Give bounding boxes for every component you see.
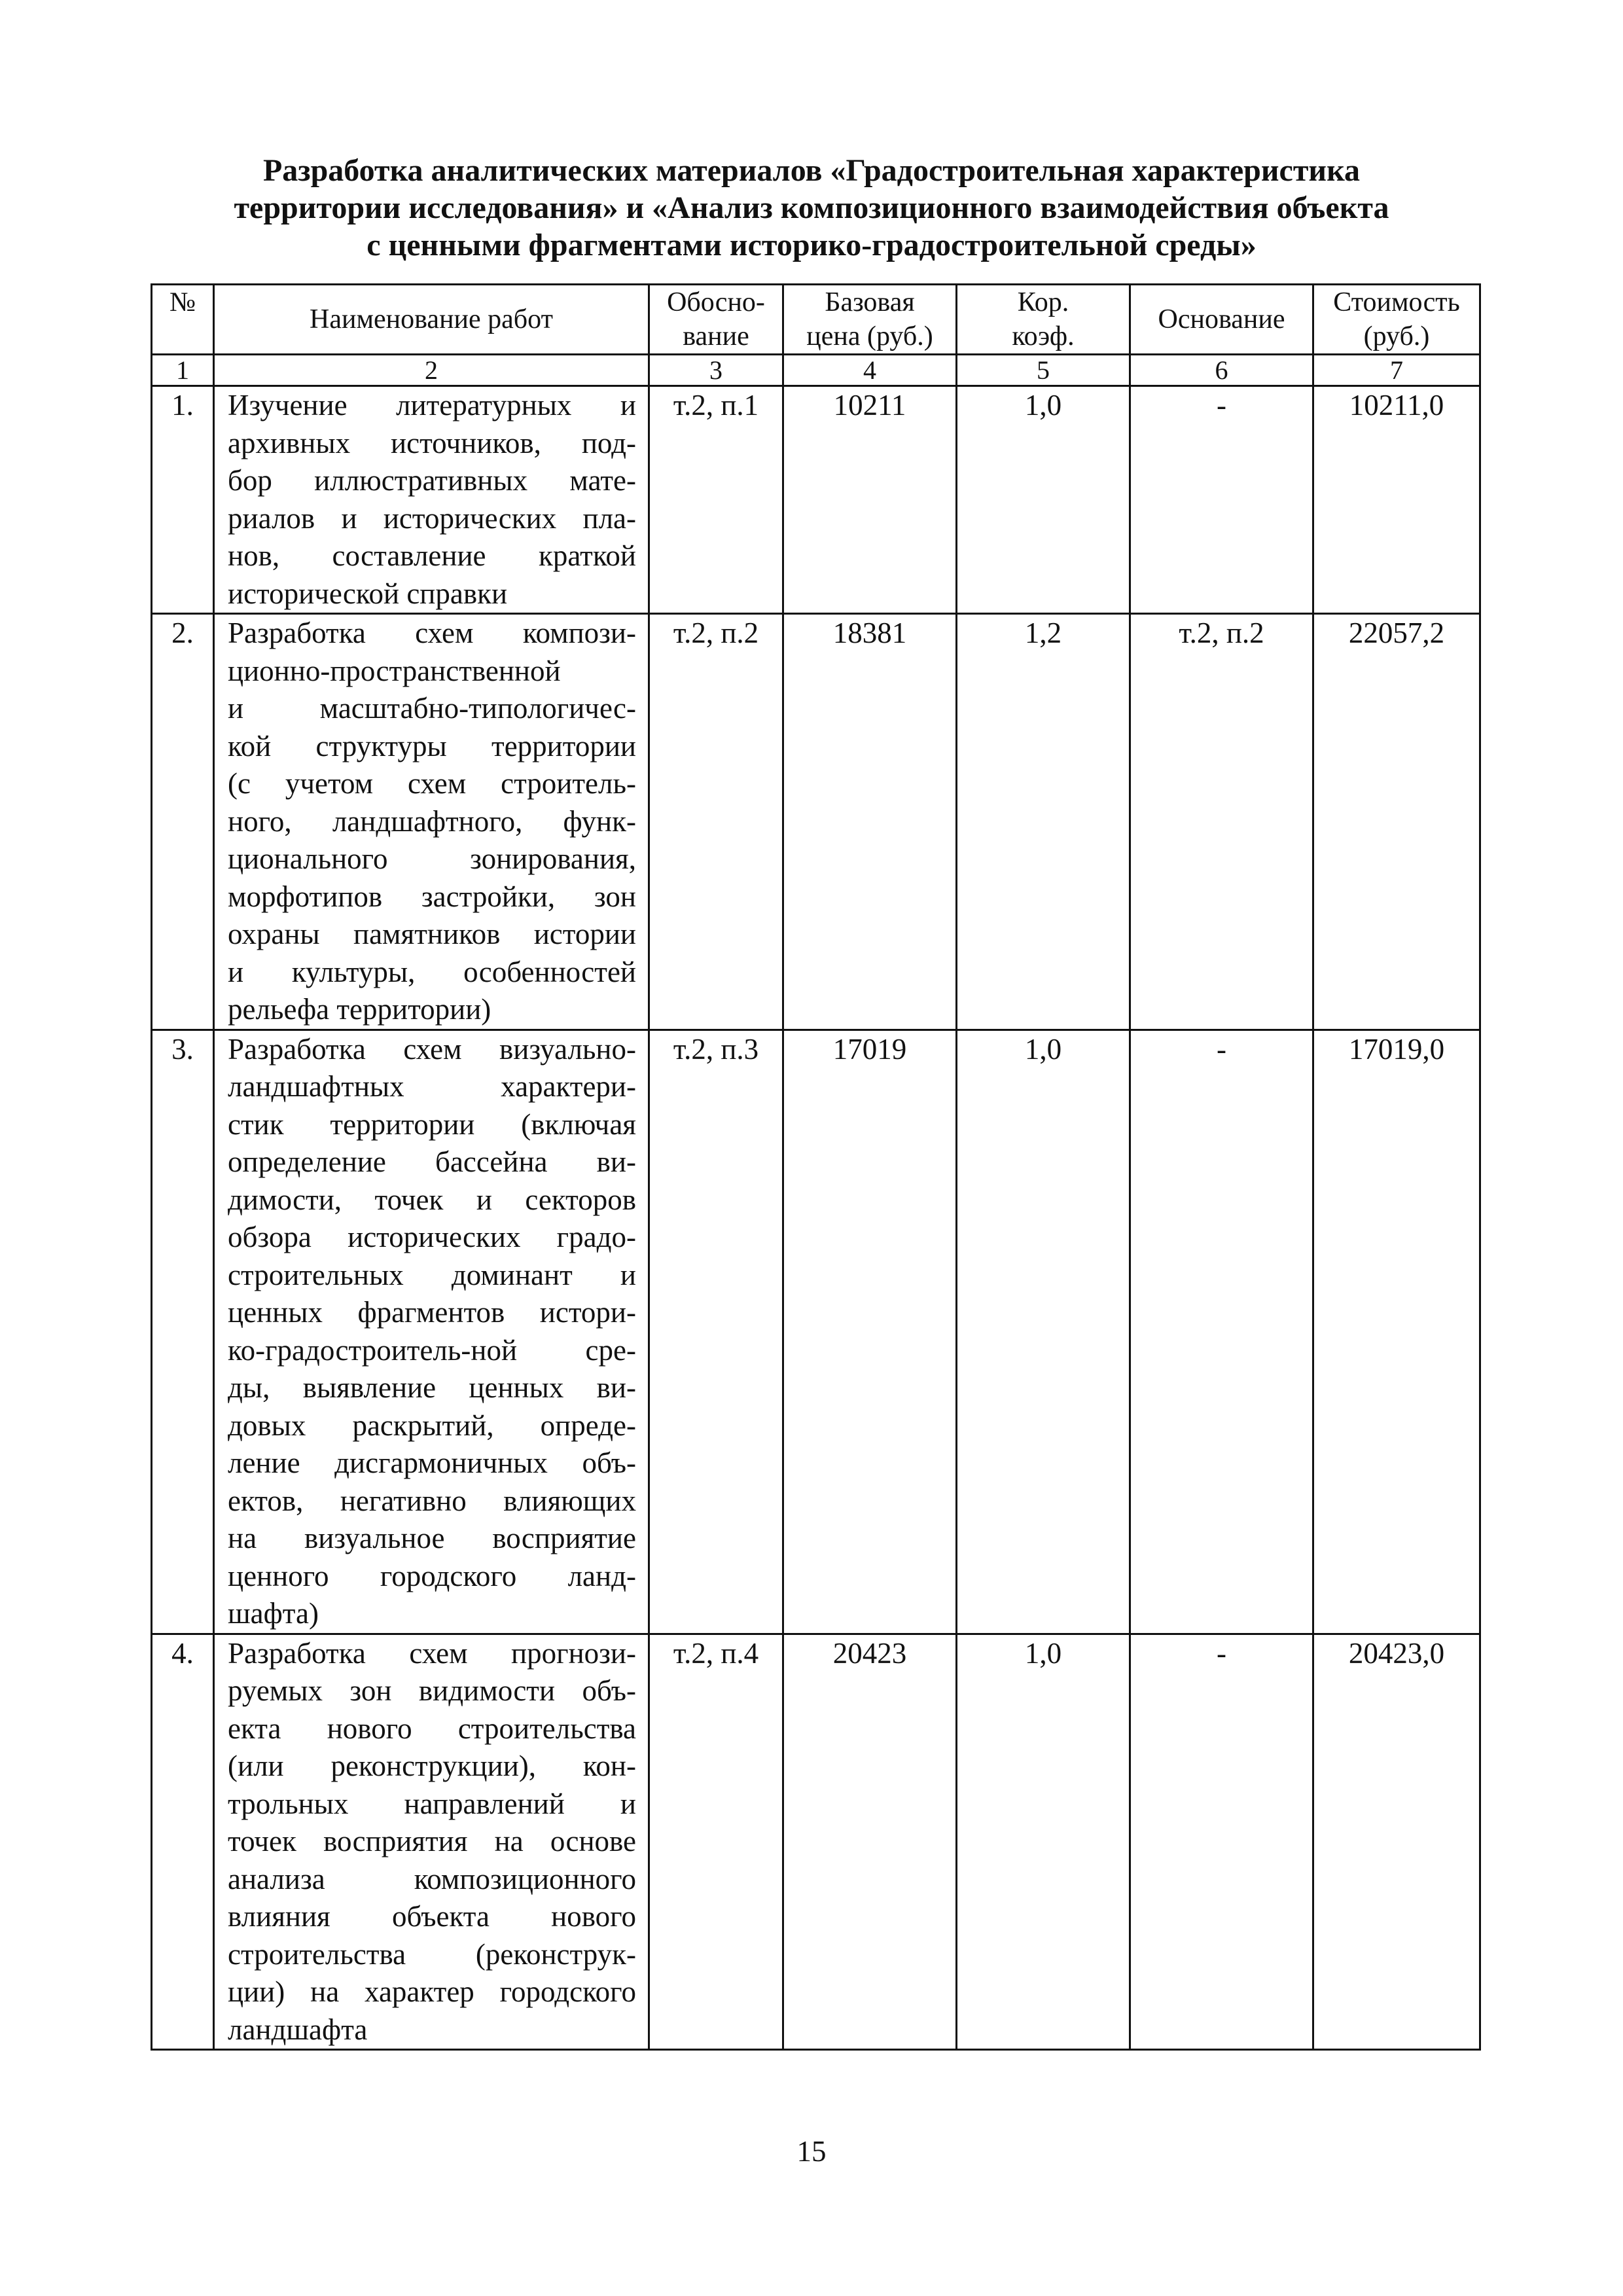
coef-cell: 1,0 [957, 386, 1130, 614]
work-name [214, 1030, 649, 1634]
header-basis-line: вание [683, 321, 749, 351]
work-name-line: ко-градостроитель-ной сре- [228, 1333, 636, 1367]
header-num [152, 285, 214, 355]
header-num-label: № [169, 287, 196, 317]
work-name-line: влияния объекта нового [228, 1900, 636, 1933]
page-title [151, 152, 1472, 264]
basis-cell: т.2, п.2 [649, 614, 783, 1030]
cost-cell: 20423,0 [1313, 1634, 1480, 2050]
work-name-line: кой структуры территории [228, 729, 636, 762]
work-name-line: Разработка схем визуально- [228, 1032, 636, 1066]
header-coef [957, 285, 1130, 355]
work-name-line: ландшафтных характери- [228, 1070, 636, 1103]
work-name-line: ценных фрагментов истори- [228, 1296, 636, 1329]
work-name [214, 614, 649, 1030]
basis-cell: т.2, п.3 [649, 1030, 783, 1634]
work-name-line: обзора исторических градо- [228, 1221, 636, 1253]
work-name-line: определение бассейна ви- [228, 1145, 636, 1178]
reason-cell: т.2, п.2 [1130, 614, 1313, 1030]
row-number: 1. [152, 386, 214, 614]
column-number: 6 [1130, 355, 1313, 386]
work-name-line: на визуальное восприятие [228, 1522, 636, 1554]
table-row [152, 1634, 1480, 2050]
title-line: Разработка аналитических материалов «Градостроительная характеристика [262, 153, 1360, 188]
coef-cell: 1,0 [957, 1030, 1130, 1634]
work-name-line: ционального зонирования, [228, 842, 636, 875]
base-price-cell: 18381 [783, 614, 957, 1030]
row-number: 2. [152, 614, 214, 1030]
work-name-line: трольных направлений и [228, 1787, 636, 1820]
reason-cell: - [1130, 1030, 1313, 1634]
work-name-line: нов, составление краткой [228, 539, 636, 572]
work-name-line: (или реконструкции), кон- [228, 1749, 636, 1782]
work-name [214, 1634, 649, 2050]
column-number: 4 [783, 355, 957, 386]
reason-cell: - [1130, 386, 1313, 614]
work-name-line: строительных доминант и [228, 1258, 636, 1291]
work-name-line: анализа композиционного [228, 1862, 636, 1895]
work-name-line: рельефа территории) [228, 993, 491, 1026]
column-number: 7 [1313, 355, 1480, 386]
work-name-line: и масштабно-типологичес- [228, 692, 636, 725]
work-name-line: морфотипов застройки, зон [228, 880, 636, 913]
work-name-line: руемых зон видимости объ- [228, 1674, 636, 1707]
work-name-line: Изучение литературных и [228, 389, 636, 422]
coef-cell: 1,2 [957, 614, 1130, 1030]
column-number: 2 [214, 355, 649, 386]
work-name-line: ного, ландшафтного, функ- [228, 804, 636, 838]
column-number: 1 [152, 355, 214, 386]
base-price-cell: 10211 [783, 386, 957, 614]
table-row [152, 614, 1480, 1030]
work-name-line: шафта) [228, 1597, 319, 1630]
table-header-row [152, 285, 1480, 355]
work-name-line: строительства (реконструк- [228, 1937, 636, 1971]
work-name-line: архивных источников, под- [228, 426, 636, 459]
work-name-line: Разработка схем компози- [228, 617, 636, 649]
row-number: 4. [152, 1634, 214, 2050]
work-name-line: ционно-пространственной [228, 654, 561, 687]
work-name-line: димости, точек и секторов [228, 1183, 636, 1216]
page-number: 15 [796, 2135, 827, 2168]
work-name-line: довых раскрытий, опреде- [228, 1408, 636, 1442]
work-name-line: охраны памятников истории [228, 918, 636, 950]
cost-cell: 10211,0 [1313, 386, 1480, 614]
header-reason-label: Основание [1158, 304, 1285, 334]
basis-cell: т.2, п.1 [649, 386, 783, 614]
work-name-line: исторической справки [228, 577, 508, 610]
header-base-price-line: цена (руб.) [806, 321, 933, 351]
column-number-row [152, 355, 1480, 386]
reason-cell: - [1130, 1634, 1313, 2050]
work-name-line: ектов, негативно влияющих [228, 1484, 636, 1517]
cost-cell: 17019,0 [1313, 1030, 1480, 1634]
header-basis [649, 285, 783, 355]
work-name-line: точек восприятия на основе [228, 1825, 636, 1857]
base-price-cell: 20423 [783, 1634, 957, 2050]
work-name-line: Разработка схем прогнози- [228, 1636, 636, 1670]
work-name-line: ландшафта [228, 2013, 368, 2046]
header-name [214, 285, 649, 355]
title-line: территории исследования» и «Анализ композиционного взаимодействия объекта [234, 190, 1389, 225]
work-name-line: (с учетом схем строитель- [228, 767, 636, 800]
header-reason [1130, 285, 1313, 355]
price-table [151, 283, 1481, 2051]
header-coef-line: Кор. [1017, 287, 1069, 317]
work-name-line: ции) на характер городского [228, 1975, 636, 2008]
header-base-price-line: Базовая [825, 287, 915, 317]
header-cost-line: Стоимость [1333, 287, 1460, 317]
header-coef-line: коэф. [1012, 321, 1075, 351]
base-price-cell: 17019 [783, 1030, 957, 1634]
cost-cell: 22057,2 [1313, 614, 1480, 1030]
work-name-line: бор иллюстративных мате- [228, 464, 636, 497]
basis-cell: т.2, п.4 [649, 1634, 783, 2050]
work-name-line: риалов и исторических пла- [228, 501, 636, 535]
header-cost [1313, 285, 1480, 355]
title-line: с ценными фрагментами историко-градостроительной среды» [366, 228, 1257, 262]
work-name-line: ценного городского ланд- [228, 1559, 636, 1592]
work-name-line: и культуры, особенностей [228, 955, 636, 988]
table-row [152, 386, 1480, 614]
work-name-line: стик территории (включая [228, 1107, 636, 1141]
row-number: 3. [152, 1030, 214, 1634]
coef-cell: 1,0 [957, 1634, 1130, 2050]
work-name [214, 386, 649, 614]
table-row [152, 1030, 1480, 1634]
header-base-price [783, 285, 957, 355]
column-number: 3 [649, 355, 783, 386]
header-cost-line: (руб.) [1363, 321, 1430, 351]
work-name-line: ды, выявление ценных ви- [228, 1371, 636, 1404]
header-name-label: Наименование работ [310, 304, 553, 334]
header-basis-line: Обосно- [667, 287, 765, 317]
work-name-line: ление дисгармоничных объ- [228, 1446, 636, 1479]
column-number: 5 [957, 355, 1130, 386]
work-name-line: екта нового строительства [228, 1712, 636, 1745]
